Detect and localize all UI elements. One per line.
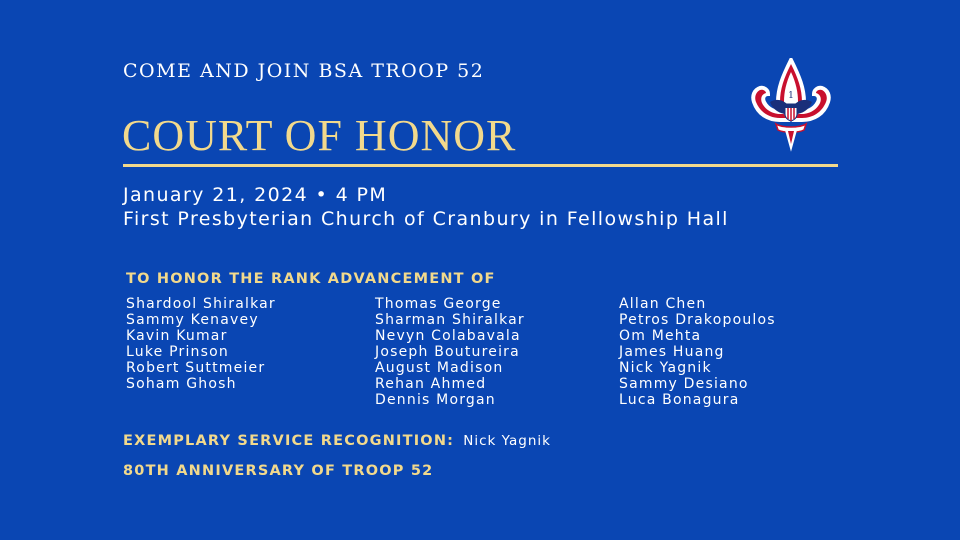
honoree-column-2 <box>375 296 525 408</box>
honoree-name: Sammy Kenavey <box>126 312 259 328</box>
honoree-name: Soham Ghosh <box>126 376 237 392</box>
service-recognition <box>123 430 551 449</box>
honoree-name: Sammy Desiano <box>619 376 749 392</box>
honoree-name: Shardool Shiralkar <box>126 296 276 312</box>
honoree-name: James Huang <box>619 344 725 360</box>
honoree-name: Petros Drakopoulos <box>619 312 776 328</box>
honoree-name: Luke Prinson <box>126 344 229 360</box>
honoree-name: Kavin Kumar <box>126 328 228 344</box>
honoree-name: August Madison <box>375 360 504 376</box>
rank-advancement-heading: TO HONOR THE RANK ADVANCEMENT OF <box>126 271 496 287</box>
honoree-column-1 <box>126 296 276 392</box>
honoree-name: Joseph Boutureira <box>375 344 520 360</box>
anniversary-line: 80TH ANNIVERSARY OF TROOP 52 <box>123 463 434 479</box>
service-recognition-label: EXEMPLARY SERVICE RECOGNITION: <box>123 433 455 449</box>
honoree-name: Sharman Shiralkar <box>375 312 525 328</box>
service-recognition-name: Nick Yagnik <box>463 433 552 449</box>
title-divider <box>123 164 838 167</box>
emblem-badge-text: 1 <box>788 91 794 101</box>
event-date-time: January 21, 2024 • 4 PM <box>123 184 388 206</box>
honoree-name: Om Mehta <box>619 328 702 344</box>
honoree-name: Nick Yagnik <box>619 360 712 376</box>
honoree-column-3 <box>619 296 776 408</box>
honoree-name: Nevyn Colabavala <box>375 328 521 344</box>
honoree-name: Robert Suttmeier <box>126 360 266 376</box>
bsa-fleur-de-lis-icon <box>750 58 832 152</box>
honoree-name: Thomas George <box>375 296 502 312</box>
event-location: First Presbyterian Church of Cranbury in Fellowship Hall <box>123 208 729 230</box>
invitation-kicker: COME AND JOIN BSA TROOP 52 <box>123 60 485 82</box>
honoree-name: Allan Chen <box>619 296 707 312</box>
honoree-name: Rehan Ahmed <box>375 376 487 392</box>
honoree-name: Luca Bonagura <box>619 392 740 408</box>
event-title: COURT OF HONOR <box>122 111 517 160</box>
honoree-name: Dennis Morgan <box>375 392 496 408</box>
